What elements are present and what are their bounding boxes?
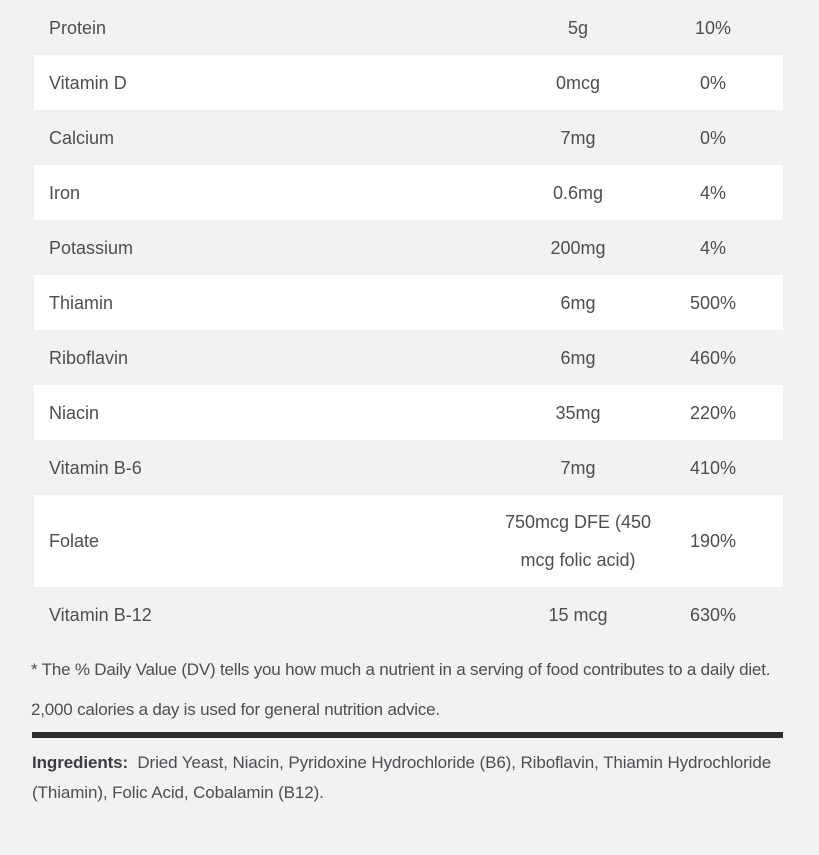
nutrition-table	[34, 0, 783, 642]
nutrient-name: Riboflavin	[49, 347, 129, 368]
nutrient-name: Vitamin B-6	[49, 457, 142, 478]
nutrient-daily-value: 0%	[699, 72, 726, 93]
table-row	[34, 55, 783, 110]
table-row	[34, 385, 783, 440]
nutrient-amount: 7mg	[560, 457, 596, 478]
table-row	[34, 165, 783, 220]
nutrient-name: Iron	[49, 182, 81, 203]
nutrient-daily-value: 4%	[699, 237, 726, 258]
nutrient-amount: 0mcg	[555, 72, 600, 93]
nutrient-name: Calcium	[49, 127, 115, 148]
nutrient-amount: 7mg	[560, 127, 596, 148]
nutrient-daily-value: 10%	[694, 17, 732, 38]
nutrient-daily-value: 410%	[689, 457, 737, 478]
table-row	[34, 587, 783, 642]
nutrient-amount: 0.6mg	[552, 182, 604, 203]
nutrient-daily-value: 0%	[699, 127, 726, 148]
nutrient-name: Protein	[49, 17, 107, 38]
table-row	[34, 330, 783, 385]
nutrient-daily-value: 4%	[699, 182, 726, 203]
table-row	[34, 0, 783, 55]
nutrient-name: Thiamin	[49, 292, 114, 313]
nutrient-amount: 6mg	[560, 347, 596, 368]
ingredients-text: Dried Yeast, Niacin, Pyridoxine Hydrochloride (B6), Riboflavin, Thiamin Hydrochloride (Thiamin), Folic Acid, Cobalamin (B12).	[32, 753, 772, 802]
nutrient-daily-value: 500%	[689, 292, 737, 313]
nutrient-name: Niacin	[49, 402, 100, 423]
table-row	[34, 440, 783, 495]
section-divider	[32, 732, 783, 738]
nutrient-daily-value: 630%	[689, 604, 737, 625]
nutrient-amount: 35mg	[555, 402, 601, 423]
nutrient-amount: 5g	[567, 17, 589, 38]
nutrient-amount: 6mg	[560, 292, 596, 313]
table-row	[34, 220, 783, 275]
table-row	[34, 495, 783, 587]
nutrient-amount: 750mcg DFE (450 mcg folic acid)	[504, 512, 652, 570]
table-row	[34, 275, 783, 330]
nutrient-amount: 15 mcg	[548, 604, 608, 625]
table-row	[34, 110, 783, 165]
daily-value-footnote: * The % Daily Value (DV) tells you how much a nutrient in a serving of food contributes to a daily diet. 2,000 calories a day is used for general nutrition advice.	[31, 660, 771, 719]
ingredients-section	[32, 748, 786, 808]
nutrient-name: Folate	[49, 531, 100, 551]
ingredients-label: Ingredients:	[32, 753, 129, 772]
nutrient-daily-value: 220%	[689, 402, 737, 423]
nutrient-daily-value: 190%	[689, 531, 737, 551]
nutrient-name: Potassium	[49, 237, 134, 258]
nutrient-name: Vitamin D	[49, 72, 127, 93]
nutrient-name: Vitamin B-12	[49, 604, 152, 625]
nutrient-daily-value: 460%	[689, 347, 737, 368]
nutrient-amount: 200mg	[550, 237, 606, 258]
